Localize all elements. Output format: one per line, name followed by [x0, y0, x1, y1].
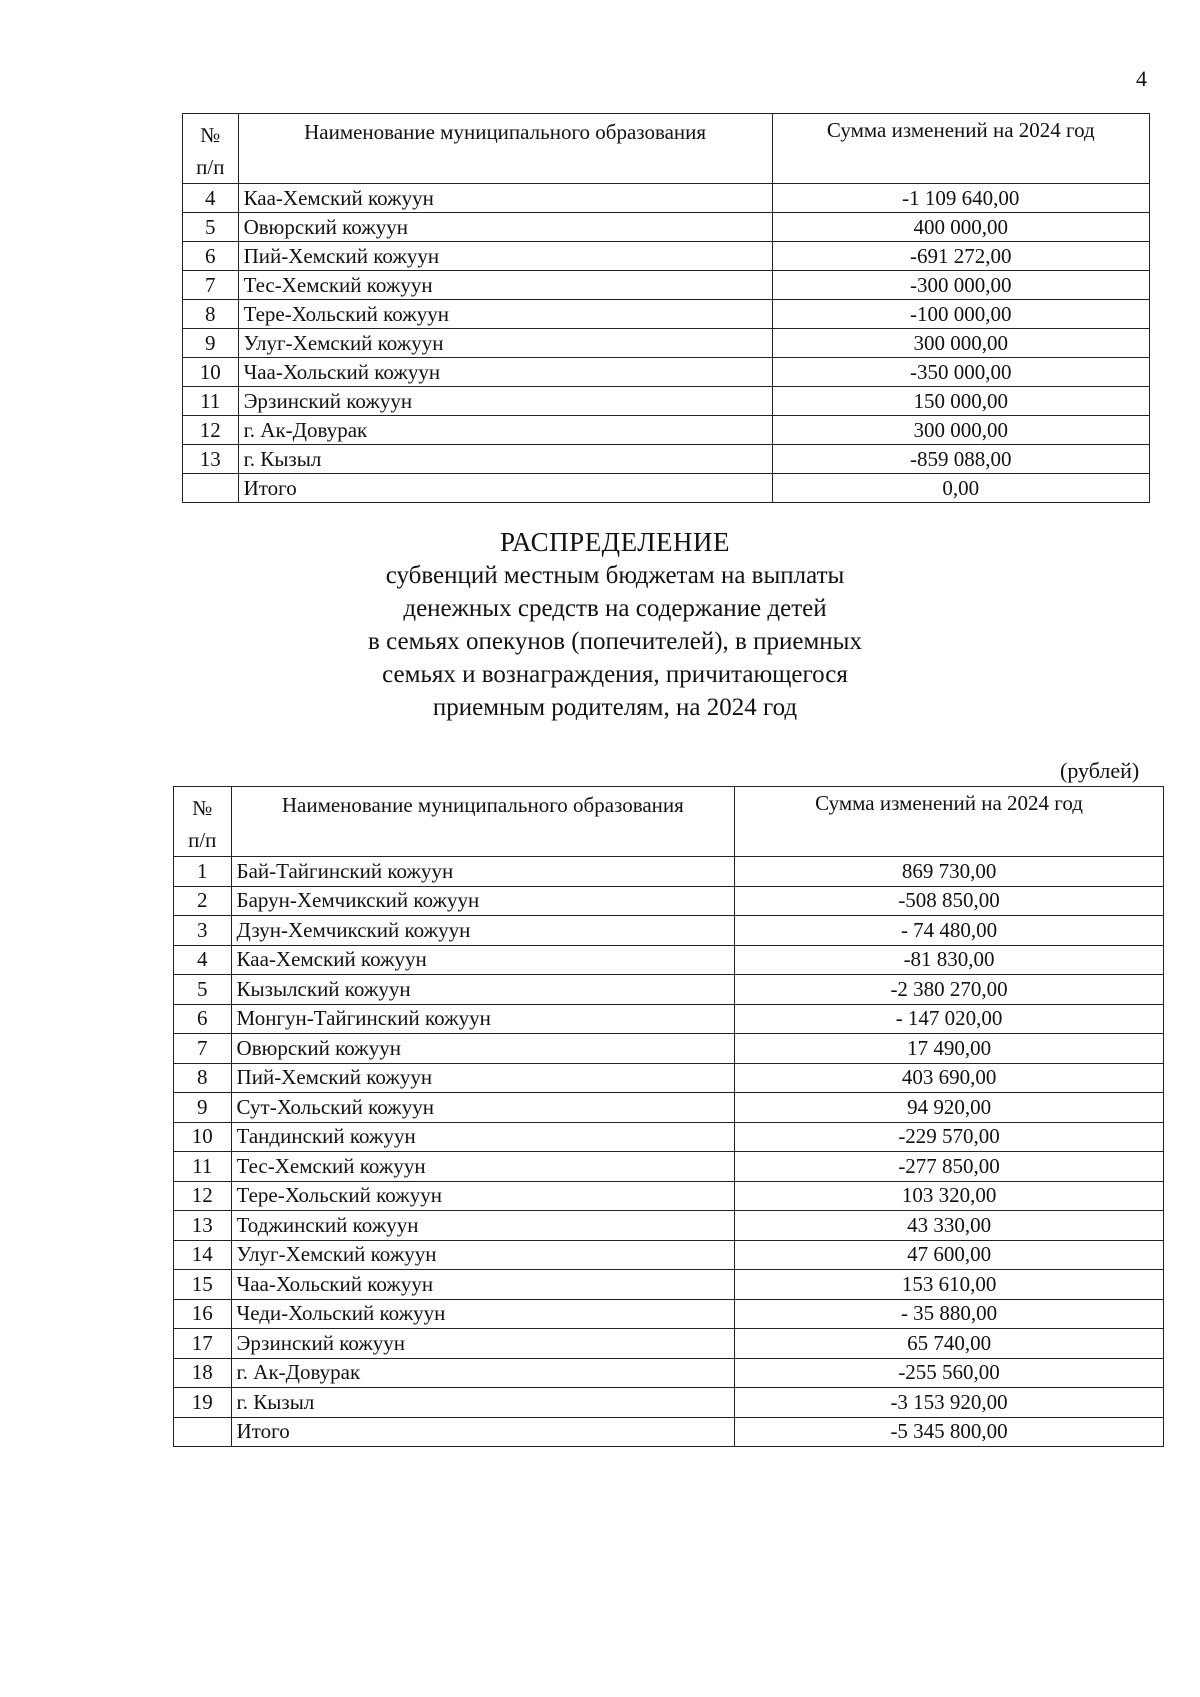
- municipality-name: Овюрский кожуун: [231, 1034, 735, 1064]
- amount-value: 300 000,00: [772, 416, 1149, 445]
- amount-value: 403 690,00: [735, 1063, 1164, 1093]
- table-row: [174, 1034, 1164, 1064]
- municipality-name: Дзун-Хемчикский кожуун: [231, 916, 735, 946]
- row-number: 10: [183, 358, 239, 387]
- row-number: 7: [183, 271, 239, 300]
- row-number: 4: [174, 945, 232, 975]
- municipality-name: Чеди-Хольский кожуун: [231, 1299, 735, 1329]
- table-row: [183, 271, 1150, 300]
- municipality-name: Каа-Хемский кожуун: [231, 945, 735, 975]
- municipality-name: Тандинский кожуун: [231, 1122, 735, 1152]
- total-row: [174, 1417, 1164, 1447]
- table-row: [174, 975, 1164, 1005]
- amount-value: -100 000,00: [772, 300, 1149, 329]
- row-number: 4: [183, 184, 239, 213]
- row-number: 9: [174, 1093, 232, 1123]
- budget-table-continuation: [182, 113, 1150, 503]
- municipality-name: Тере-Хольский кожуун: [231, 1181, 735, 1211]
- table-row: [183, 184, 1150, 213]
- municipality-name: Тес-Хемский кожуун: [238, 271, 772, 300]
- row-number: 12: [183, 416, 239, 445]
- row-number: 12: [174, 1181, 232, 1211]
- table-row: [183, 445, 1150, 474]
- row-number: [183, 474, 239, 503]
- municipality-name: г. Кызыл: [231, 1388, 735, 1418]
- table-row: [174, 886, 1164, 916]
- amount-value: 65 740,00: [735, 1329, 1164, 1359]
- amount-value: 103 320,00: [735, 1181, 1164, 1211]
- municipality-name: Улуг-Хемский кожуун: [231, 1240, 735, 1270]
- row-number: 11: [174, 1152, 232, 1182]
- row-number: 6: [174, 1004, 232, 1034]
- table-row: [174, 1152, 1164, 1182]
- municipality-name: Кызылский кожуун: [231, 975, 735, 1005]
- table-row: [183, 416, 1150, 445]
- amount-value: 400 000,00: [772, 213, 1149, 242]
- table-row: [174, 1181, 1164, 1211]
- municipality-name: Тоджинский кожуун: [231, 1211, 735, 1241]
- amount-value: -255 560,00: [735, 1358, 1164, 1388]
- amount-value: -229 570,00: [735, 1122, 1164, 1152]
- municipality-name: Сут-Хольский кожуун: [231, 1093, 735, 1123]
- municipality-name: Тес-Хемский кожуун: [231, 1152, 735, 1182]
- header-amount: Сумма изменений на 2024 год: [772, 114, 1149, 184]
- amount-value: 300 000,00: [772, 329, 1149, 358]
- municipality-name: Пий-Хемский кожуун: [231, 1063, 735, 1093]
- amount-value: 94 920,00: [735, 1093, 1164, 1123]
- amount-value: 47 600,00: [735, 1240, 1164, 1270]
- table-row: [183, 329, 1150, 358]
- amount-value: 17 490,00: [735, 1034, 1164, 1064]
- municipality-name: Эрзинский кожуун: [238, 387, 772, 416]
- row-number: 15: [174, 1270, 232, 1300]
- row-number: 18: [174, 1358, 232, 1388]
- amount-value: - 35 880,00: [735, 1299, 1164, 1329]
- table-row: [183, 387, 1150, 416]
- municipality-name: Овюрский кожуун: [238, 213, 772, 242]
- amount-value: -1 109 640,00: [772, 184, 1149, 213]
- municipality-name: Чаа-Хольский кожуун: [231, 1270, 735, 1300]
- table-row: [174, 1388, 1164, 1418]
- municipality-name: Монгун-Тайгинский кожуун: [231, 1004, 735, 1034]
- table-row: [174, 1063, 1164, 1093]
- amount-value: 43 330,00: [735, 1211, 1164, 1241]
- row-number: 9: [183, 329, 239, 358]
- header-amount: Сумма изменений на 2024 год: [735, 787, 1164, 857]
- municipality-name: Тере-Хольский кожуун: [238, 300, 772, 329]
- amount-value: -81 830,00: [735, 945, 1164, 975]
- row-number: 7: [174, 1034, 232, 1064]
- table-header-row: [174, 787, 1164, 857]
- table-row: [174, 1122, 1164, 1152]
- municipality-name: Итого: [231, 1417, 735, 1447]
- page-number: 4: [1136, 66, 1147, 91]
- heading-line: денежных средств на содержание детей: [403, 595, 827, 622]
- table-row: [174, 1004, 1164, 1034]
- header-municipality: Наименование муниципального образования: [231, 787, 735, 857]
- table-row: [174, 1093, 1164, 1123]
- municipality-name: Итого: [238, 474, 772, 503]
- municipality-name: г. Кызыл: [238, 445, 772, 474]
- heading-line: субвенций местным бюджетам на выплаты: [385, 562, 845, 589]
- section-heading: [300, 526, 930, 724]
- municipality-name: г. Ак-Довурак: [238, 416, 772, 445]
- amount-value: 0,00: [772, 474, 1149, 503]
- row-number: 1: [174, 857, 232, 887]
- units-label: (рублей): [1060, 758, 1140, 783]
- table-row: [174, 857, 1164, 887]
- table-row: [174, 1240, 1164, 1270]
- municipality-name: Бай-Тайгинский кожуун: [231, 857, 735, 887]
- amount-value: -277 850,00: [735, 1152, 1164, 1182]
- row-number: 8: [183, 300, 239, 329]
- table-row: [183, 300, 1150, 329]
- row-number: 13: [174, 1211, 232, 1241]
- amount-value: -3 153 920,00: [735, 1388, 1164, 1418]
- heading-title: РАСПРЕДЕЛЕНИЕ: [499, 527, 731, 557]
- row-number: 13: [183, 445, 239, 474]
- row-number: 5: [174, 975, 232, 1005]
- header-number: [174, 787, 232, 857]
- table-row: [183, 242, 1150, 271]
- table-row: [174, 1329, 1164, 1359]
- row-number: 16: [174, 1299, 232, 1329]
- row-number: 19: [174, 1388, 232, 1418]
- amount-value: -691 272,00: [772, 242, 1149, 271]
- row-number: 17: [174, 1329, 232, 1359]
- municipality-name: Каа-Хемский кожуун: [238, 184, 772, 213]
- amount-value: 153 610,00: [735, 1270, 1164, 1300]
- header-number-text: № п/п: [196, 123, 225, 179]
- row-number: 14: [174, 1240, 232, 1270]
- row-number: 5: [183, 213, 239, 242]
- municipality-name: г. Ак-Довурак: [231, 1358, 735, 1388]
- heading-line: семьях и вознаграждения, причитающегося: [382, 661, 848, 688]
- table-row: [174, 945, 1164, 975]
- total-row: [183, 474, 1150, 503]
- row-number: 11: [183, 387, 239, 416]
- header-number-text: № п/п: [188, 796, 217, 852]
- table-row: [174, 916, 1164, 946]
- row-number: 3: [174, 916, 232, 946]
- table-row: [174, 1211, 1164, 1241]
- table-row: [174, 1270, 1164, 1300]
- amount-value: -350 000,00: [772, 358, 1149, 387]
- row-number: 2: [174, 886, 232, 916]
- header-number: [183, 114, 239, 184]
- municipality-name: Пий-Хемский кожуун: [238, 242, 772, 271]
- amount-value: -508 850,00: [735, 886, 1164, 916]
- table-row: [174, 1299, 1164, 1329]
- municipality-name: Барун-Хемчикский кожуун: [231, 886, 735, 916]
- table-row: [183, 358, 1150, 387]
- header-municipality: Наименование муниципального образования: [238, 114, 772, 184]
- row-number: [174, 1417, 232, 1447]
- table-row: [183, 213, 1150, 242]
- table-row: [174, 1358, 1164, 1388]
- row-number: 10: [174, 1122, 232, 1152]
- row-number: 8: [174, 1063, 232, 1093]
- table-header-row: [183, 114, 1150, 184]
- municipality-name: Улуг-Хемский кожуун: [238, 329, 772, 358]
- amount-value: -2 380 270,00: [735, 975, 1164, 1005]
- subvention-distribution-table: [173, 786, 1164, 1447]
- amount-value: -300 000,00: [772, 271, 1149, 300]
- row-number: 6: [183, 242, 239, 271]
- amount-value: 869 730,00: [735, 857, 1164, 887]
- amount-value: -859 088,00: [772, 445, 1149, 474]
- municipality-name: Чаа-Хольский кожуун: [238, 358, 772, 387]
- municipality-name: Эрзинский кожуун: [231, 1329, 735, 1359]
- heading-line: в семьях опекунов (попечителей), в приемных: [368, 628, 862, 655]
- amount-value: 150 000,00: [772, 387, 1149, 416]
- heading-line: приемным родителям, на 2024 год: [432, 694, 798, 721]
- amount-value: - 147 020,00: [735, 1004, 1164, 1034]
- amount-value: - 74 480,00: [735, 916, 1164, 946]
- amount-value: -5 345 800,00: [735, 1417, 1164, 1447]
